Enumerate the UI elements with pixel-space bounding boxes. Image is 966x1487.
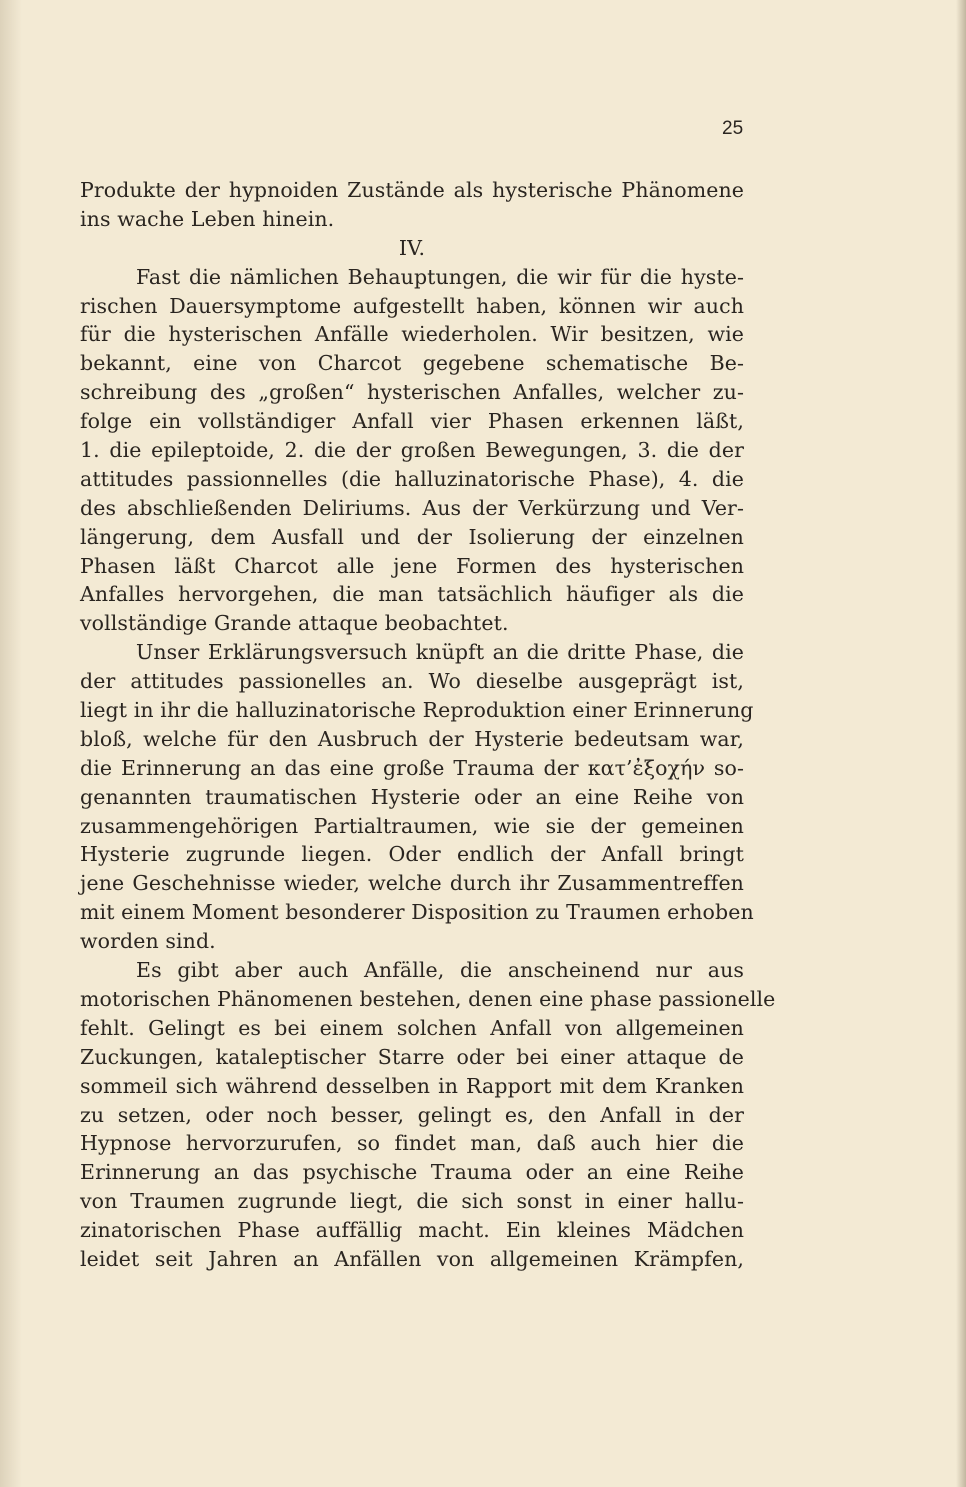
text-line: genannten traumatischen Hysterie oder an eine Reihe von (80, 784, 744, 809)
text-line: fehlt. Gelingt es bei einem solchen Anfall von allgemeinen (80, 1015, 744, 1040)
text-line: attitudes passionnelles (die halluzinatorische Phase), 4. die (80, 466, 744, 491)
text-line: Phasen läßt Charcot alle jene Formen des hysterischen (80, 553, 744, 578)
text-line: 1. die epileptoide, 2. die der großen Bewegungen, 3. die der (80, 438, 744, 463)
text-line: vollständige Grande attaque beobachtet. (80, 611, 509, 636)
text-line: längerung, dem Ausfall und der Isolierung der einzelnen (80, 524, 744, 549)
text-line: Hypnose hervorzurufen, so findet man, daß auch hier die (80, 1131, 744, 1156)
page-number: 25 (722, 118, 744, 139)
text-line: bekannt, eine von Charcot gegebene schematische Be- (80, 351, 744, 376)
text-line: rischen Dauersymptome aufgestellt haben, können wir auch (80, 293, 744, 318)
text-line: worden sind. (80, 929, 216, 954)
text-line: sommeil sich während desselben in Rapport mit dem Kranken (80, 1073, 744, 1098)
text-line: schreibung des „großen“ hysterischen Anfalles, welcher zu- (80, 380, 744, 405)
text-line: jene Geschehnisse wieder, welche durch ihr Zusammentreffen (80, 871, 744, 896)
text-line: zinatorischen Phase auffällig macht. Ein kleines Mädchen (80, 1218, 744, 1243)
text-line: liegt in ihr die halluzinatorische Reproduktion einer Erinnerung (80, 698, 754, 723)
text-line: der attitudes passionelles an. Wo dieselbe ausgeprägt ist, (80, 669, 744, 694)
text-line: Zuckungen, kataleptischer Starre oder bei einer attaque de (80, 1044, 744, 1069)
text-line: folge ein vollständiger Anfall vier Phasen erkennen läßt, (80, 409, 744, 434)
page-edge-shadow-left (0, 0, 22, 1487)
text-line: Erinnerung an das psychische Trauma oder an eine Reihe (80, 1160, 744, 1185)
text-line: Hysterie zugrunde liegen. Oder endlich der Anfall bringt (80, 842, 744, 867)
text-line: zusammengehörigen Partialtraumen, wie sie der gemeinen (80, 813, 744, 838)
text-line: von Traumen zugrunde liegt, die sich sonst in einer hallu- (80, 1189, 744, 1214)
text-line: des abschließenden Deliriums. Aus der Verkürzung und Ver- (80, 495, 744, 520)
section-heading: IV. (398, 235, 426, 260)
text-line: Fast die nämlichen Behauptungen, die wir für die hyste- (136, 264, 744, 289)
text-line: für die hysterischen Anfälle wiederholen. Wir besitzen, wie (80, 322, 744, 347)
text-line: Produkte der hypnoiden Zustände als hysterische Phänomene (80, 178, 744, 202)
text-line: Anfalles hervorgehen, die man tatsächlich häufiger als die (80, 582, 744, 607)
text-line: die Erinnerung an das eine große Trauma der κατ’ἐξοχήν so- (80, 755, 744, 780)
text-line: Es gibt aber auch Anfälle, die anscheinend nur aus (136, 958, 744, 983)
text-line: mit einem Moment besonderer Disposition zu Traumen erhoben (80, 900, 754, 925)
text-line: Unser Erklärungsversuch knüpft an die dritte Phase, die (136, 640, 744, 665)
text-line: leidet seit Jahren an Anfällen von allgemeinen Krämpfen, (80, 1246, 744, 1271)
text-line: ins wache Leben hinein. (80, 206, 335, 231)
page-edge-shadow-right (956, 0, 966, 1487)
text-line: motorischen Phänomenen bestehen, denen eine phase passionelle (80, 986, 776, 1011)
text-line: bloß, welche für den Ausbruch der Hysterie bedeutsam war, (80, 726, 744, 751)
body-text (80, 176, 776, 1274)
text-line: zu setzen, oder noch besser, gelingt es, den Anfall in der (80, 1102, 744, 1127)
